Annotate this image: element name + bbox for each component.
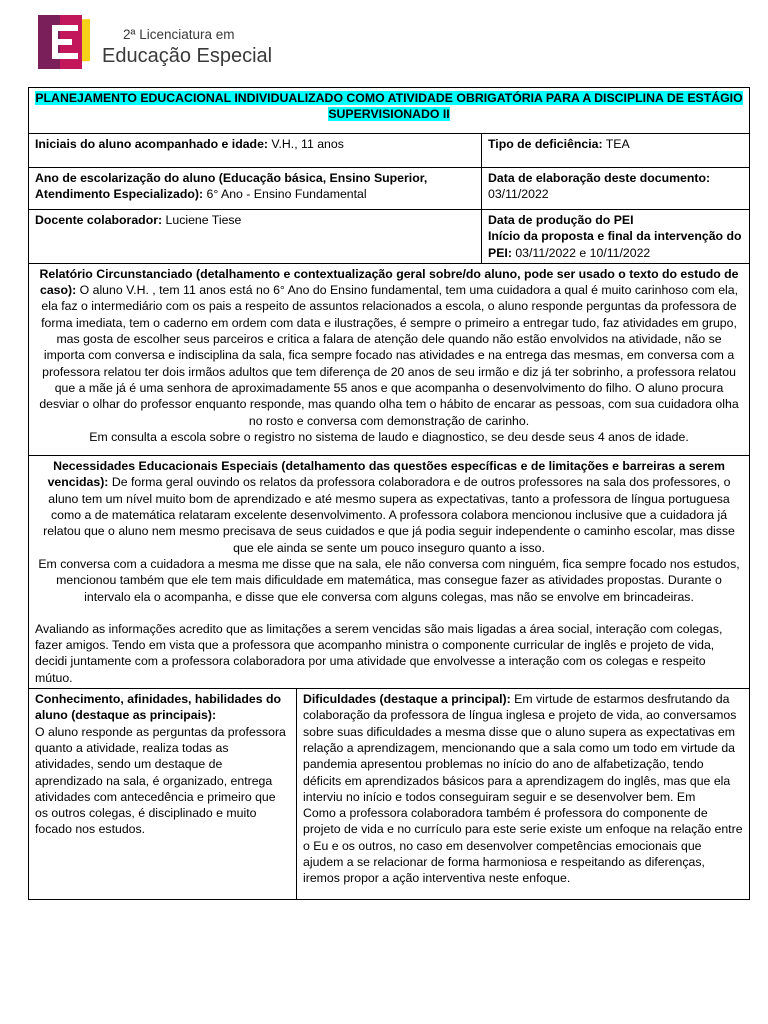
report-text-2: Em consulta a escola sobre o registro no sistema de laudo e diagnostico, se deu desde seus 4 anos de idade.	[89, 429, 689, 444]
report-cell	[29, 263, 750, 455]
document-date-value: 03/11/2022	[488, 187, 549, 202]
special-needs-label: Necessidades Educacionais Especiais (detalhamento das questões específicas e de limitações e barreiras a serem vencidas):	[47, 459, 725, 490]
report-text: O aluno V.H. , tem 11 anos está no 6° Ano do Ensino fundamental, tem uma cuidadora a qual é muito carinhoso com ela, ela faz o intermediário com os pais a respeito de assuntos relacionados a escola, o aluno responde perguntas da professora de forma imediata, tem o caderno em ordem com data e ilustrações, é sempre o primeiro a entregar tudo, faz atividades em grupo, mas gosta de escolher seus parceiros e critica a falara de atenção dele quando não estão envolvidos na atividade, não se importa com conversa e indisciplina da sala, fica sempre focado nas atividades e na entrega das mesmas, em conversa com a professora relatou ter dois irmãos adultos que tem diferença de 20 anos de seu irmão e diz já ter sobrinho, a professora relatou que a mãe já é uma senhora de aproximadamente 55 anos e que acompanha o desenvolvimento do filho. O aluno procura desviar o olhar do professor enquanto responde, mas quando olha tem o hábito de encarar as pessoas, com sua cuidadora olha no rosto e conversa com demonstração de carinho.	[39, 283, 739, 428]
disability-type-label: Tipo de deficiência:	[488, 137, 603, 151]
pei-production-label: Data de produção do PEI	[488, 213, 634, 227]
difficulties-text-2: Como a professora colaboradora também é professora do componente de projeto de vida e no currículo para este serie existe um enfoque na relação entre o Eu e os outros, no caso em desenvolver competências emocionais que ajudem a se relacionar de forma harmoniosa e respeitando as diferenças, iremos propor a ação interventiva neste enfoque.	[303, 806, 743, 886]
e-logo-icon	[38, 15, 94, 77]
school-year-label: Ano de escolarização do aluno (Educação básica, Ensino Superior, Atendimento Especializado):	[35, 171, 428, 202]
report-label: Relatório Circunstanciado (detalhamento e contextualização geral sobre/do aluno, pode ser usado o texto do estudo de caso):	[39, 266, 739, 298]
knowledge-label: Conhecimento, afinidades, habilidades do aluno (destaque as principais):	[35, 692, 281, 723]
document-title: PLANEJAMENTO EDUCACIONAL INDIVIDUALIZADO COMO ATIVIDADE OBRIGATÓRIA PARA A DISCIPLINA DE ESTÁGIO SUPERVISIONADO II	[35, 91, 743, 122]
special-needs-text-3: Avaliando as informações acredito que as limitações a serem vencidas são mais ligadas a área social, interação com colegas, fazer amigos. Tendo em vista que a professora que acompanho ministra o componente curricular de inglês e projeto de vida, decidi juntamente com a professora colaboradora por uma atividade que envolvesse a interação com os colegas e respeito mútuo.	[35, 621, 723, 685]
difficulties-cell	[297, 689, 750, 900]
document-title-cell	[29, 88, 750, 134]
document-date-cell	[482, 168, 750, 210]
teacher-value: Luciene Tiese	[162, 213, 242, 227]
knowledge-text: O aluno responde as perguntas da professora quanto a atividade, realiza todas as atividades, sendo um destaque de aprendizado na sala, é organizado, entrega atividades com antecedência e primeiro que os outros colegas, é disciplinado e muito focado nos estudos.	[35, 724, 286, 837]
school-year-cell	[29, 168, 482, 210]
student-initials-cell	[29, 134, 482, 168]
logo-subtitle: 2ª Licenciatura em	[123, 27, 235, 42]
student-initials-label: Iniciais do aluno acompanhado e idade:	[35, 137, 268, 151]
logo-title: Educação Especial	[102, 45, 273, 67]
pei-period-value: 03/11/2022 e 10/11/2022	[511, 245, 651, 260]
difficulties-label: Dificuldades (destaque a principal):	[303, 692, 511, 707]
knowledge-cell	[29, 689, 297, 900]
student-initials-value: V.H., 11 anos	[268, 137, 344, 151]
special-needs-text-2: Em conversa com a cuidadora a mesma me disse que na sala, ele não conversa com ninguém, fica sempre focado nos estudos, mencionou também que ele tem mais dificuldade em matemática, mas consegue fazer as atividades propostas. Durante o intervalo ela o acompanha, e disse que ele conversa com alguns colegas, mas não se envolve em brincadeiras.	[38, 556, 740, 604]
disability-type-cell	[482, 134, 750, 168]
teacher-cell	[29, 210, 482, 264]
header-logo	[38, 15, 273, 79]
pei-period-label: Início da proposta e final da intervenção do PEI:	[488, 229, 742, 260]
pei-dates-cell	[482, 210, 750, 264]
special-needs-text: De forma geral ouvindo os relatos da professora colaboradora e de outros professores na sala dos professores, o aluno tem um nível muito bom de aprendizado e até mesmo supera as expectativas, tanto a professora de língua portuguesa como a de matemática relataram excelente desenvolvimento. A professora colabora mencionou inclusive que a cuidadora já relatou que o aluno nem mesmo precisava de seus cuidados e que já podia seguir independente o caminho escolar, mas disse que ele ainda se sente um pouco inseguro quanto a isso.	[43, 475, 735, 555]
school-year-value: 6° Ano - Ensino Fundamental	[203, 187, 367, 202]
teacher-label: Docente colaborador:	[35, 213, 163, 227]
difficulties-text: Em virtude de estarmos desfrutando da colaboração da professora de língua inglesa e projeto de vida, ao conversamos sobre suas dificuldades a mesma disse que o aluno supera as expectativas em relação a aprendizagem, mencionando que a sala como um todo em virtude da pandemia apresentou problemas no início do ano de alfabetização, tendo déficits em aprendizados básicos para a aprendizagem do inglês, mas que ela interviu no início e todos conseguiram seguir e se desenvolver bem. Em	[303, 692, 737, 804]
special-needs-cell	[29, 456, 750, 689]
document-date-label: Data de elaboração deste documento:	[488, 171, 711, 185]
pei-form-table	[28, 87, 750, 900]
disability-type-value: TEA	[602, 137, 630, 151]
